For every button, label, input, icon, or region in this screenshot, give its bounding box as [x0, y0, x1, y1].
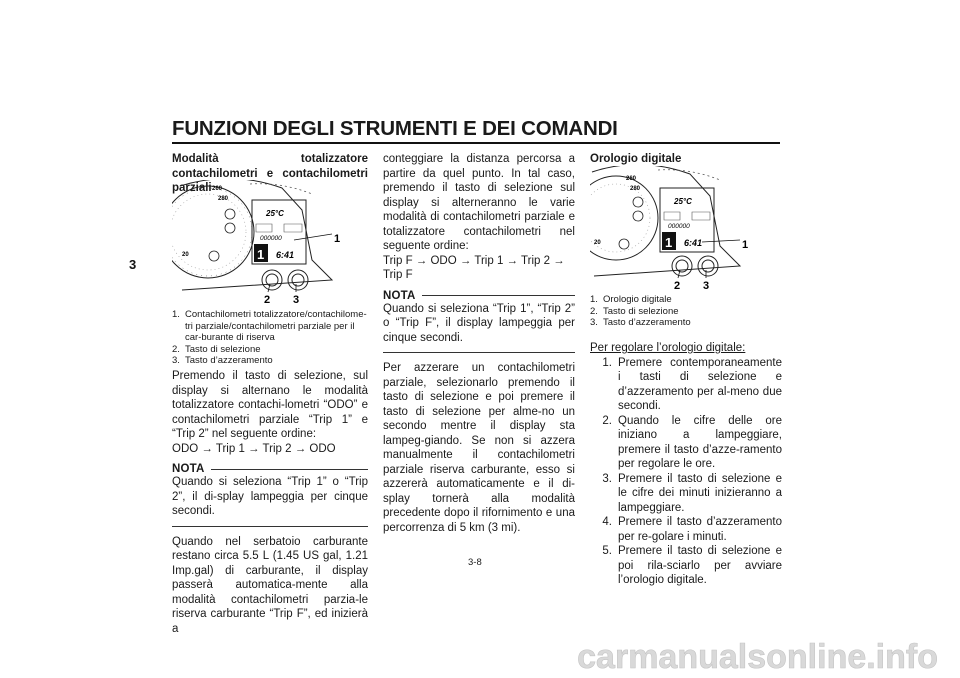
caption-item: 3. Tasto d’azzeramento — [590, 317, 691, 328]
indicator-lamp-icon — [225, 223, 235, 233]
gauge-mark-280: 280 — [218, 196, 229, 202]
svg-text:25°C: 25°C — [674, 197, 692, 206]
reset-button-icon — [288, 270, 308, 290]
select-button-icon — [262, 270, 282, 290]
title-rule — [172, 142, 780, 144]
indicator-lamp-icon — [225, 209, 235, 219]
paragraph: conteggiare la distanza percorsa a partire da quel punto. In tal caso, premendo il tasto di selezione sul display si alterneranno le varie modalità di contachilometri parziale e totalizzatore contachilometri nel seguente ordine: — [383, 153, 575, 252]
nota-header — [383, 290, 575, 302]
callout-3: 3 — [703, 280, 710, 292]
list-item: 2. Quando le cifre delle ore iniziano a lampeggiare, premere il tasto d’azze-ramento per regolare le ore. — [602, 414, 782, 470]
instrument-figure-clock — [590, 166, 770, 292]
nota-header — [172, 463, 368, 475]
paragraph: Per azzerare un contachilometri parziale, selezionarlo premendo il tasto di selezione e poi premere il tasto di selezione per alme-no un secondo mentre il display sta lampeg-giando. Se non si azzera manualmente il contachilometri parziale riserva carburante, esso si azzererà automaticamente e il di-splay tornerà alla modalità precedente dopo il rifornimento e una percorrenza di 5 km (3 mi). — [383, 362, 575, 534]
select-button-icon — [672, 256, 692, 276]
gauge-mark-260: 260 — [212, 186, 223, 192]
list-item: 5. Premere il tasto di selezione e poi rila-sciarlo per avviare l’orologio digitale. — [602, 545, 782, 586]
nota-label: NOTA — [172, 463, 205, 475]
nota-end-rule — [383, 352, 575, 353]
caption-item: 2. Tasto di selezione — [172, 343, 261, 355]
caption-item: 2. Tasto di selezione — [590, 305, 679, 317]
list-item: 1. Premere contemporaneamente i tasti di selezione e d’azzeramento per al-meno due secondi. — [602, 356, 782, 412]
chapter-number: 3 — [129, 257, 137, 272]
section-heading-odometer: Modalità totalizzatore contachilometri e contachilometri parziali — [172, 153, 368, 194]
caption-item: 1. Contachilometri totalizzatore/contachilome-tri parziale/contachilometri parziale per il car-burante di riserva — [172, 309, 367, 343]
nota-end-rule — [172, 526, 368, 527]
svg-text:1: 1 — [257, 247, 265, 262]
svg-text:260: 260 — [626, 176, 637, 182]
callout-2: 2 — [264, 294, 271, 306]
caption-item: 1. Orologio digitale — [590, 294, 672, 305]
instrument-figure-odometer — [172, 180, 358, 308]
callout-1: 1 — [742, 239, 749, 251]
middle-column — [383, 152, 575, 535]
list-item: 4. Premere il tasto d’azzeramento per re-golare i minuti. — [602, 516, 782, 543]
svg-text:1: 1 — [665, 235, 673, 250]
callout-2: 2 — [674, 280, 681, 292]
callout-1: 1 — [334, 233, 341, 245]
left-captions — [172, 309, 368, 367]
svg-text:20: 20 — [594, 240, 601, 246]
left-body — [172, 369, 368, 636]
nota-text: Quando si seleziona “Trip 1”, “Trip 2” o “Trip F”, il display lampeggia per cinque secondi. — [383, 302, 575, 344]
gauge-mark-20: 20 — [182, 252, 189, 258]
page-number: 3-8 — [468, 557, 482, 568]
list-item: 3. Premere il tasto di selezione e le cifre dei minuti inizieranno a lampeggiare. — [602, 472, 782, 514]
right-captions — [590, 294, 780, 329]
section-heading-clock: Orologio digitale — [590, 153, 682, 165]
paragraph: Premendo il tasto di selezione, sul display si alternano le modalità totalizzatore contachi-lometri “ODO” e contachilometri parziale “Trip 1” e “Trip 2” nel seguente ordine: — [172, 370, 368, 440]
paragraph: Quando nel serbatoio carburante restano circa 5.5 L (1.45 US gal, 1.21 Imp.gal) di carburante, il display passerà automatica-mente alla modalità contachilometri parzia-le riserva carburante “Trip F”, ed inizierà a — [172, 535, 368, 635]
mode-sequence: ODO → Trip 1 → Trip 2 → ODO — [172, 442, 336, 455]
steps-list — [590, 356, 782, 588]
right-body — [590, 341, 782, 588]
subheading: Per regolare l’orologio digitale: — [590, 342, 746, 354]
nota-label: NOTA — [383, 289, 416, 302]
nota-text: Quando si seleziona “Trip 1” o “Trip 2”, il di-splay lampeggia per cinque secondi. — [172, 476, 368, 517]
lcd-odometer: 000000 — [260, 235, 282, 242]
callout-3: 3 — [293, 294, 300, 306]
indicator-lamp-icon — [209, 251, 219, 261]
svg-text:000000: 000000 — [668, 223, 690, 230]
svg-text:6:41: 6:41 — [684, 238, 703, 248]
watermark-logo — [0, 628, 960, 678]
lcd-clock: 6:41 — [276, 250, 295, 260]
caption-item: 3. Tasto d’azzeramento — [172, 355, 273, 366]
lcd-temperature: 25°C — [266, 209, 284, 218]
mode-sequence: Trip F → ODO → Trip 1 → Trip 2 → Trip F — [383, 254, 565, 281]
right-column — [590, 152, 782, 167]
svg-text:280: 280 — [630, 186, 641, 192]
watermark-text: carmanualsonline.info — [577, 638, 938, 676]
page-title: FUNZIONI DEGLI STRUMENTI E DEI COMANDI — [172, 117, 618, 140]
reset-button-icon — [698, 256, 718, 276]
